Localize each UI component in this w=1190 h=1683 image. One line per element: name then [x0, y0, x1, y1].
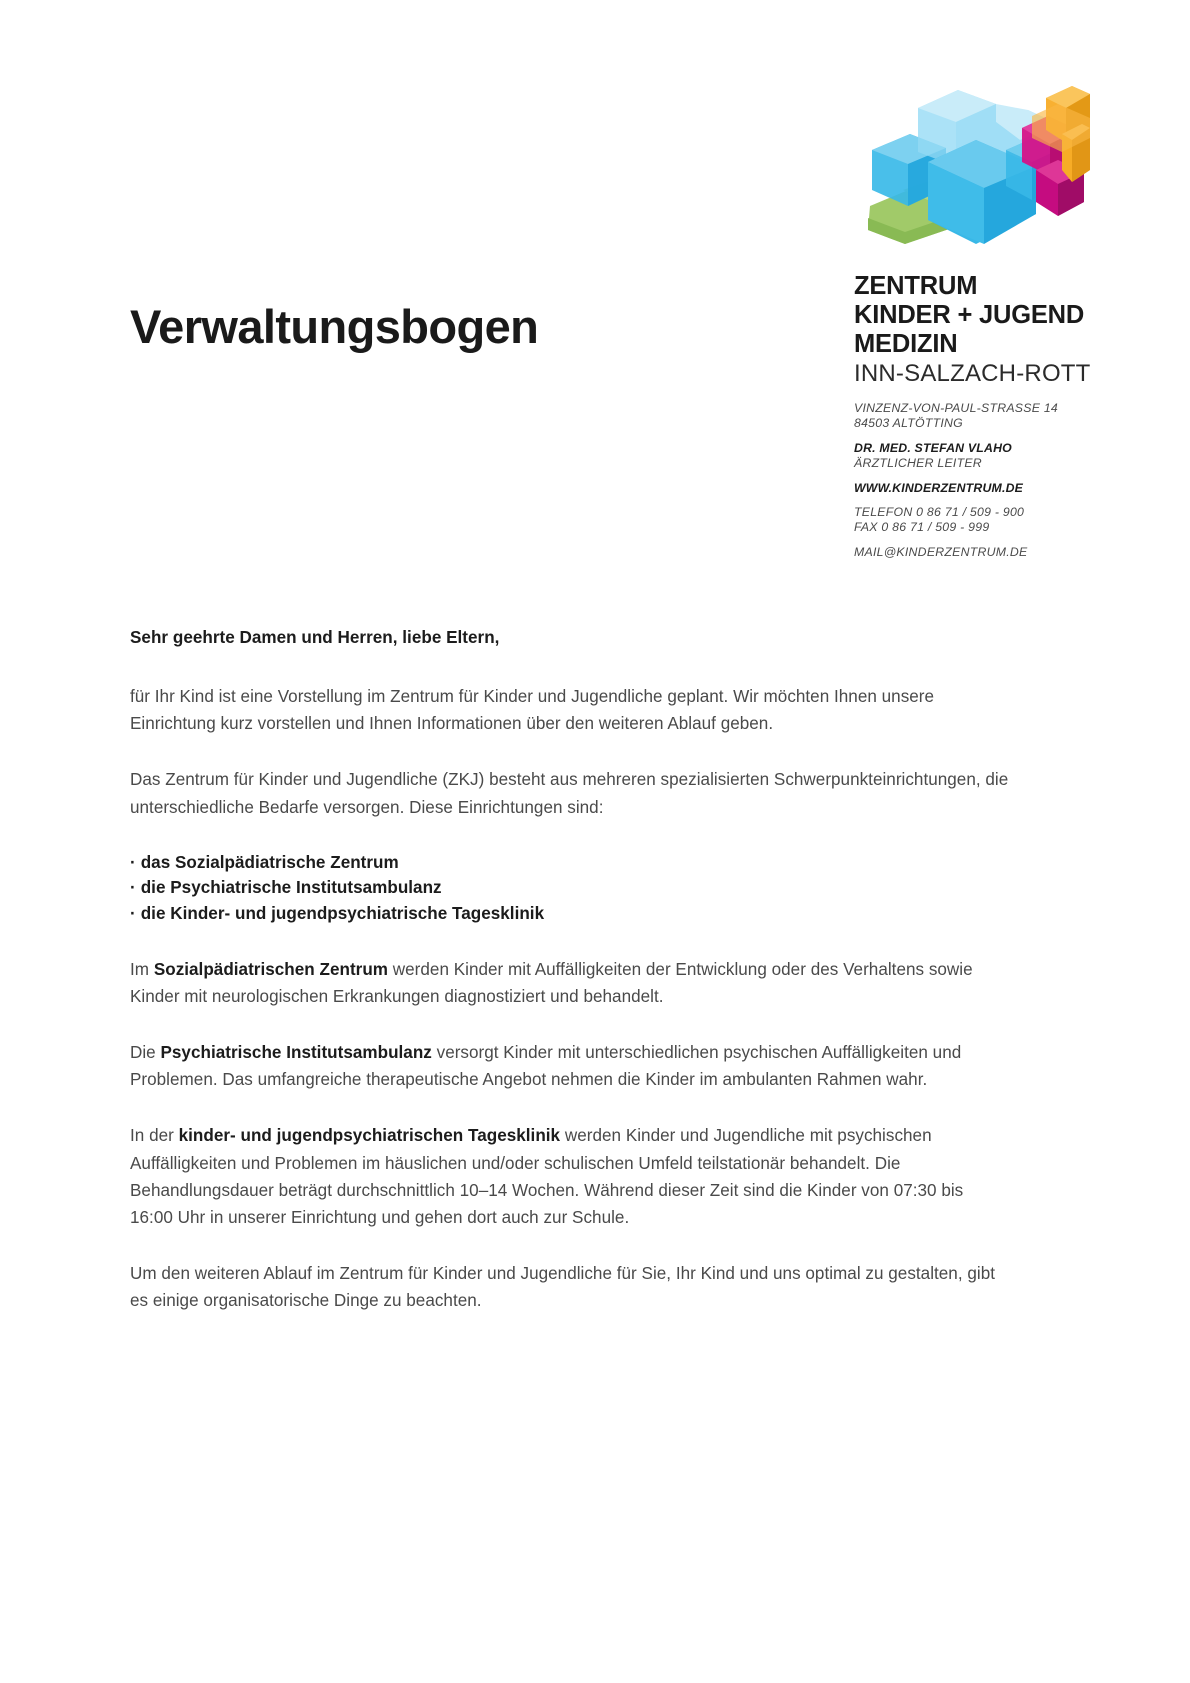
list-item: [130, 875, 1010, 901]
bullet-marker-icon: ·: [130, 878, 136, 898]
p4-after: versorgt Kinder mit unterschiedlichen psychischen Auffälligkeiten und Problemen. Das umfangreiche therapeutische Angebot nehmen die Kinder im ambulanten Rahmen wahr.: [130, 1043, 962, 1090]
email-address[interactable]: MAIL@KINDERZENTRUM.DE: [854, 544, 1028, 559]
address-city: 84503 ALTÖTTING: [854, 416, 963, 431]
letter-paragraph-1: für Ihr Kind ist eine Vorstellung im Zentrum für Kinder und Jugendliche geplant. Wir möchten Ihnen unsere Einrichtung kurz vorstellen und Ihnen Informationen über den weiteren Ablauf geben.: [130, 687, 935, 734]
wordmark-line-region: INN-SALZACH-ROTT: [854, 360, 1091, 387]
letter-paragraph-5: [130, 1122, 1010, 1231]
p5-after: werden Kinder und Jugendliche mit psychischen Auffälligkeiten und Problemen im häuslichen und/oder schulischen Umfeld teilstationär behandelt. Die Behandlungsdauer beträgt durchschnittlich 10–14 Wochen. Während dieser Zeit sind die Kinder von 07:30 bis 16:00 Uhr in unserer Einrichtung und gehen dort auch zur Schule.: [130, 1126, 964, 1228]
wordmark-line-medizin: MEDIZIN: [854, 330, 958, 358]
letter-body: [130, 626, 1010, 1315]
letter-paragraph-2: Das Zentrum für Kinder und Jugendliche (ZKJ) besteht aus mehreren spezialisierten Schwerpunkteinrichtungen, die unterschiedliche Bedarfe versorgen. Diese Einrichtungen sind:: [130, 770, 1009, 817]
website-line: [854, 481, 1154, 496]
p4-emphasis: Psychiatrische Institutsambulanz: [160, 1043, 432, 1062]
p3-emphasis: Sozialpädiatrischen Zentrum: [153, 959, 389, 979]
wordmark-line-kinder-jugend: KINDER + JUGEND: [854, 301, 1085, 329]
letter-paragraph-6: Um den weiteren Ablauf im Zentrum für Kinder und Jugendliche für Sie, Ihr Kind und uns optimal zu gestalten, gibt es einige organisatorische Dinge zu beachten.: [130, 1264, 996, 1311]
zkj-isometric-blocks-logo: [800, 78, 1090, 248]
medical-director: [854, 441, 1154, 472]
director-role: ÄRZTLICHER LEITER: [854, 456, 982, 471]
bullet-marker-icon: ·: [130, 904, 136, 923]
email-line: [854, 545, 1154, 560]
p3-before: Im: [130, 959, 154, 979]
list-item-label: die Kinder- und jugendpsychiatrische Tagesklinik: [140, 904, 545, 923]
list-item: [130, 901, 1010, 927]
wordmark-line-zentrum: ZENTRUM: [854, 272, 978, 300]
list-item-label: das Sozialpädiatrische Zentrum: [140, 852, 399, 872]
website-url[interactable]: WWW.KINDERZENTRUM.DE: [854, 480, 1024, 495]
p4-before: Die: [130, 1043, 161, 1062]
page-title: Verwaltungsbogen: [130, 300, 539, 354]
fax-number: FAX 0 86 71 / 509 - 999: [854, 520, 990, 535]
address-street: VINZENZ-VON-PAUL-STRASSE 14: [854, 401, 1058, 415]
p3-after: werden Kinder mit Auffälligkeiten der Entwicklung oder des Verhaltens sowie Kinder mit neurologischen Erkrankungen diagnostiziert und behandelt.: [130, 959, 973, 1006]
logo-wordmark: [854, 272, 1154, 389]
postal-address: [854, 401, 1154, 432]
letter-paragraph-4: [130, 1039, 1010, 1093]
bullet-marker-icon: ·: [130, 852, 136, 872]
director-name: DR. MED. STEFAN VLAHO: [854, 440, 1012, 455]
phone-lines: [854, 505, 1154, 536]
p5-emphasis: kinder- und jugendpsychiatrischen Tagesklinik: [178, 1126, 561, 1146]
p5-before: In der: [130, 1126, 179, 1146]
letter-salutation: Sehr geehrte Damen und Herren, liebe Eltern,: [130, 628, 500, 647]
letter-paragraph-3: [130, 956, 1010, 1010]
telephone-number: TELEFON 0 86 71 / 509 - 900: [854, 505, 1025, 520]
list-item-label: die Psychiatrische Institutsambulanz: [140, 878, 442, 898]
list-item: [130, 850, 1010, 876]
contact-address-block: [854, 401, 1154, 560]
facility-list: [130, 850, 1010, 927]
